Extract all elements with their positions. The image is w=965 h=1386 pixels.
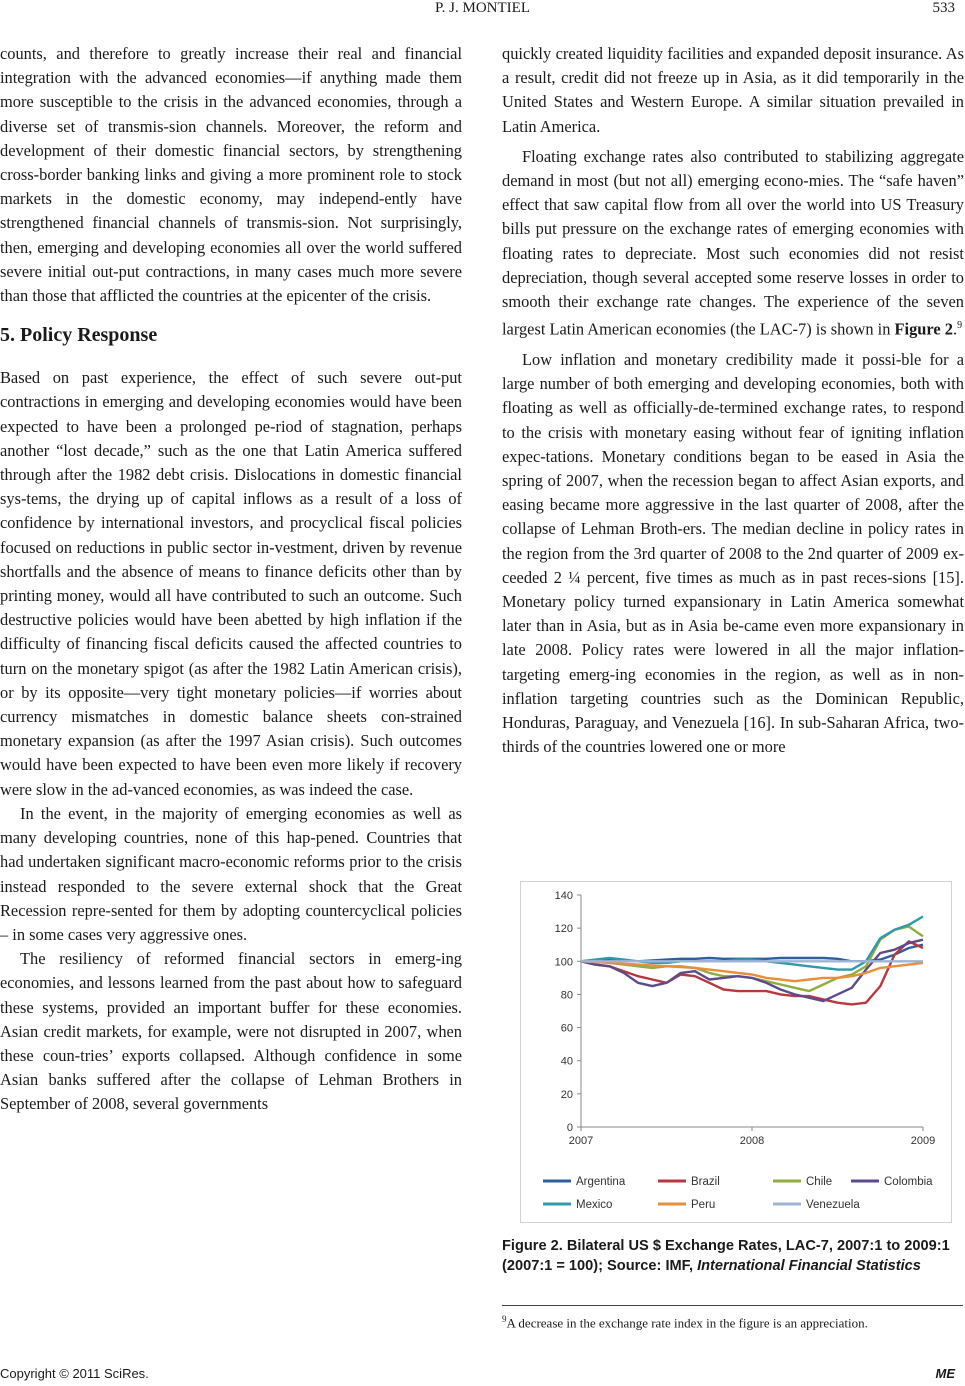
y-tick-label: 120 xyxy=(554,923,573,936)
y-tick-label: 20 xyxy=(560,1088,573,1101)
right-paragraph-1: quickly created liquidity facilities and expanded deposit insurance. As a result, credit did not freeze up in Asia, as it did temporarily in the United States and Western Europe. A similar situation prevailed in Latin America. xyxy=(502,44,964,136)
footnote-number: 9 xyxy=(502,1314,507,1324)
x-tick-label: 2009 xyxy=(910,1135,936,1147)
figure-caption xyxy=(502,1236,964,1276)
y-tick-label: 40 xyxy=(560,1055,573,1068)
left-column xyxy=(0,42,462,1117)
y-tick-label: 60 xyxy=(560,1022,573,1035)
x-tick-label: 2007 xyxy=(568,1135,594,1147)
copyright-notice: Copyright © 2011 SciRes. xyxy=(0,1366,149,1381)
left-paragraph-4: The resiliency of reformed financial sectors in emerg-ing economies, and lessons learned from the past about how to safeguard these systems, provided an important buffer for these economies. Asian credit markets, for example, were not disrupted in 2007, when these coun-tries’ exports collapsed. Although confidence in some Asian banks suffered after the collapse of Lehman Brothers in September of 2008, several governments xyxy=(0,949,462,1114)
right-paragraph-2-end: . xyxy=(952,319,958,339)
section-heading: 5. Policy Response xyxy=(0,324,158,347)
chart-svg xyxy=(521,882,951,1222)
figure-reference[interactable]: Figure 2 xyxy=(894,319,953,339)
footnote-text: A decrease in the exchange rate index in the figure is an appreciation. xyxy=(506,1315,868,1331)
y-tick-label: 0 xyxy=(566,1122,573,1134)
y-tick-label: 100 xyxy=(554,956,573,969)
legend-label-brazil: Brazil xyxy=(691,1176,720,1188)
legend-label-mexico: Mexico xyxy=(576,1199,613,1211)
right-paragraph-2-text: Floating exchange rates also contributed to stabilizing aggregate demand in most (but not all) emerging econo-mies. The “safe haven” effect that saw capital flow from all over the world into US Treasury bills put pressure on the exchange rates of emerging economies with floating rates to depreciate. Most such economies did not resist depreciation, though several accepted some reserve losses in order to smooth their exchange rate changes. The experience of the seven largest Latin American economies (the LAC-7) is shown in xyxy=(502,146,964,339)
y-tick-label: 140 xyxy=(554,890,573,902)
left-paragraph-1: counts, and therefore to greatly increase their real and financial integration with the advanced economies—if anything made them more susceptible to the crisis in the advanced economies, through a diverse set of transmis-sion channels. Moreover, the reform and development of their domestic financial sectors, by strengthening cross-border banking links and giving a more prominent role to stock markets in the domestic economy, may independ-ently have strengthened financial channels of transmis-sion. Not surprisingly, then, emerging and developing economies all over the world suffered severe initial out-put contractions, in many cases much more severe than those that afflicted the countries at the epicenter of the crisis. xyxy=(0,44,462,306)
left-paragraph-2: Based on past experience, the effect of such severe out-put contractions in emerging and developing economies would have been expected to have been a prolonged pe-riod of stagnation, perhaps another “lost decade,” such as the one that Latin America suffered through after the 1982 debt crisis. Dislocations in domestic financial sys-tems, the drying up of capital inflows as a result of a loss of confidence by international investors, and procyclical fiscal policies focused on reductions in public sector in-vestment, driven by revenue shortfalls and the absence of means to finance deficits other than by printing money, would all have contributed to such an outcome. Such destructive policies would have been abetted by high inflation if the difficulty of financing fiscal deficits caused the affected countries to turn on the monetary spigot (as after the 1982 Latin American crisis), or by its opposite—very tight monetary policies—if worries about currency mismatches in domestic balance sheets con-strained monetary expansion (as after the 1997 Asian crisis). Such outcomes would have been expected to have been even more likely if recovery were slow in the ad-vanced economies, as was indeed the case. xyxy=(0,368,462,799)
journal-abbrev: ME xyxy=(935,1366,955,1381)
exchange-rate-chart xyxy=(520,881,952,1223)
legend-label-peru: Peru xyxy=(691,1199,716,1211)
legend-label-venezuela: Venezuela xyxy=(806,1199,860,1211)
footnote-mark[interactable]: 9 xyxy=(957,320,963,332)
page-number: 533 xyxy=(932,0,955,16)
legend-label-chile: Chile xyxy=(806,1176,833,1188)
x-tick-label: 2008 xyxy=(739,1135,765,1147)
right-column xyxy=(502,42,964,759)
y-tick-label: 80 xyxy=(560,989,573,1002)
legend-label-colombia: Colombia xyxy=(884,1176,933,1188)
caption-bold-text: Figure 2. Bilateral US $ Exchange Rates, LAC-7, 2007:1 to 2009:1 (2007:1 = 100); Source: IMF, xyxy=(502,1238,950,1274)
caption-source-title: International Financial Statistics xyxy=(697,1258,921,1274)
page-footer xyxy=(0,1366,965,1386)
left-paragraph-3: In the event, in the majority of emerging economies as well as many developing countries, none of this hap-pened. Countries that had undertaken significant macro-economic reforms prior to the crisis instead responded to the severe external shock that the Great Recession repre-sented for them by adopting countercyclical policies – in some cases very aggressive ones. xyxy=(0,803,462,944)
footnote xyxy=(502,1310,964,1332)
right-paragraph-3: Low inflation and monetary credibility made it possi-ble for a large number of both emerging and developing economies, both with floating as well as officially-de-termined exchange rates, to respond to the crisis with monetary easing without fear of igniting inflation expec-tations. Monetary conditions began to be eased in Asia the spring of 2007, when the recession began to affect Asian exports, and easing became more aggressive in the last quarter of 2008, after the collapse of Lehman Broth-ers. The median decline in policy rates in the region from the 3rd quarter of 2008 to the 2nd quarter of 2009 ex-ceeded 2 ¼ percent, five times as much as in past reces-sions [15]. Monetary policy turned expansionary in Latin America somewhat later than in Asia, but as in Asia be-came even more expansionary in late 2008. Policy rates were lowered in all the major inflation-targeting emerg-ing economies in the region, as well as in non-inflation targeting countries such as the Dominican Republic, Honduras, Paraguay, and Venezuela [16]. In sub-Saharan Africa, two-thirds of the countries lowered one or more xyxy=(502,349,964,757)
footnote-divider xyxy=(502,1305,963,1306)
right-paragraph-2 xyxy=(502,145,964,342)
running-author: P. J. MONTIEL xyxy=(434,0,530,16)
page-header xyxy=(0,0,965,22)
legend-label-argentina: Argentina xyxy=(576,1176,626,1188)
